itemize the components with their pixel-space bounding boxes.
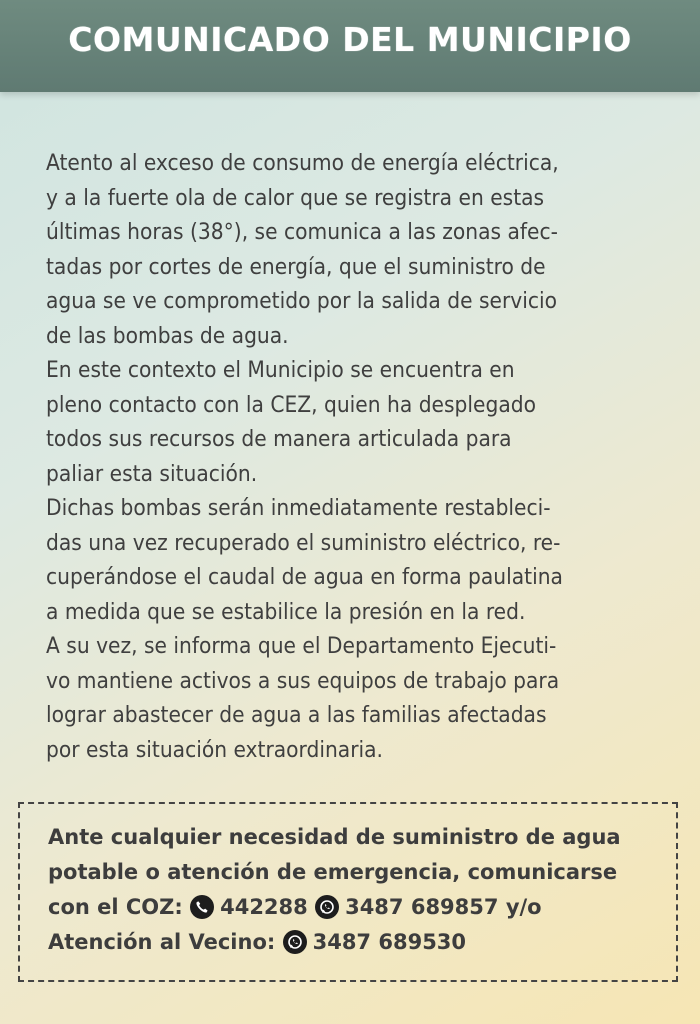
body-line: pleno contacto con la CEZ, quien ha desplegado xyxy=(46,391,536,418)
body-line: Dichas bombas serán inmediatamente restableci- xyxy=(46,495,551,521)
contact-line: potable o atención de emergencia, comunicarse xyxy=(48,860,618,884)
announcement-body xyxy=(46,146,666,767)
header-bar xyxy=(0,0,700,92)
contact-line-vecino xyxy=(48,925,658,960)
body-line: Atento al exceso de consumo de energía eléctrica, xyxy=(46,150,559,176)
coz-label: con el COZ: xyxy=(48,895,183,919)
coz-phone-group[interactable] xyxy=(190,895,315,919)
vecino-whatsapp-group[interactable] xyxy=(283,930,466,954)
phone-icon xyxy=(190,895,214,919)
body-line: y a la fuerte ola de calor que se registra en estas xyxy=(46,184,545,211)
contact-box xyxy=(18,802,678,982)
body-line: cuperándose el caudal de agua en forma paulatina xyxy=(46,564,563,590)
body-line: por esta situación extraordinaria. xyxy=(46,736,383,763)
whatsapp-icon xyxy=(283,930,307,954)
conjunction: y/o xyxy=(505,895,542,919)
contact-info xyxy=(48,820,658,960)
coz-whatsapp-group[interactable] xyxy=(315,895,506,919)
body-line: lograr abastecer de agua a las familias afectadas xyxy=(46,702,547,728)
body-line: todos sus recursos de manera articulada para xyxy=(46,426,512,452)
page-title: COMUNICADO DEL MUNICIPIO xyxy=(68,19,632,59)
contact-line-coz xyxy=(48,890,658,925)
vecino-whatsapp-number[interactable]: 3487 689530 xyxy=(312,930,467,954)
whatsapp-icon xyxy=(315,895,339,919)
vecino-label: Atención al Vecino: xyxy=(48,930,276,954)
body-line: agua se ve comprometido por la salida de servicio xyxy=(46,288,558,314)
body-line: de las bombas de agua. xyxy=(46,322,289,349)
body-line: En este contexto el Municipio se encuentra en xyxy=(46,357,515,383)
body-line: das una vez recuperado el suministro eléctrico, re- xyxy=(46,529,561,556)
body-line: vo mantiene activos a sus equipos de trabajo para xyxy=(46,667,560,694)
body-line: últimas horas (38°), se comunica a las zonas afec- xyxy=(46,219,558,245)
body-line: A su vez, se informa que el Departamento Ejecuti- xyxy=(46,633,557,659)
body-line: a medida que se estabilice la presión en la red. xyxy=(46,598,526,625)
contact-line: Ante cualquier necesidad de suministro de agua xyxy=(48,825,621,849)
coz-phone-number[interactable]: 442288 xyxy=(220,895,308,919)
coz-whatsapp-number[interactable]: 3487 689857 xyxy=(345,895,499,919)
body-line: paliar esta situación. xyxy=(46,460,258,487)
body-line: tadas por cortes de energía, que el suministro de xyxy=(46,253,546,280)
